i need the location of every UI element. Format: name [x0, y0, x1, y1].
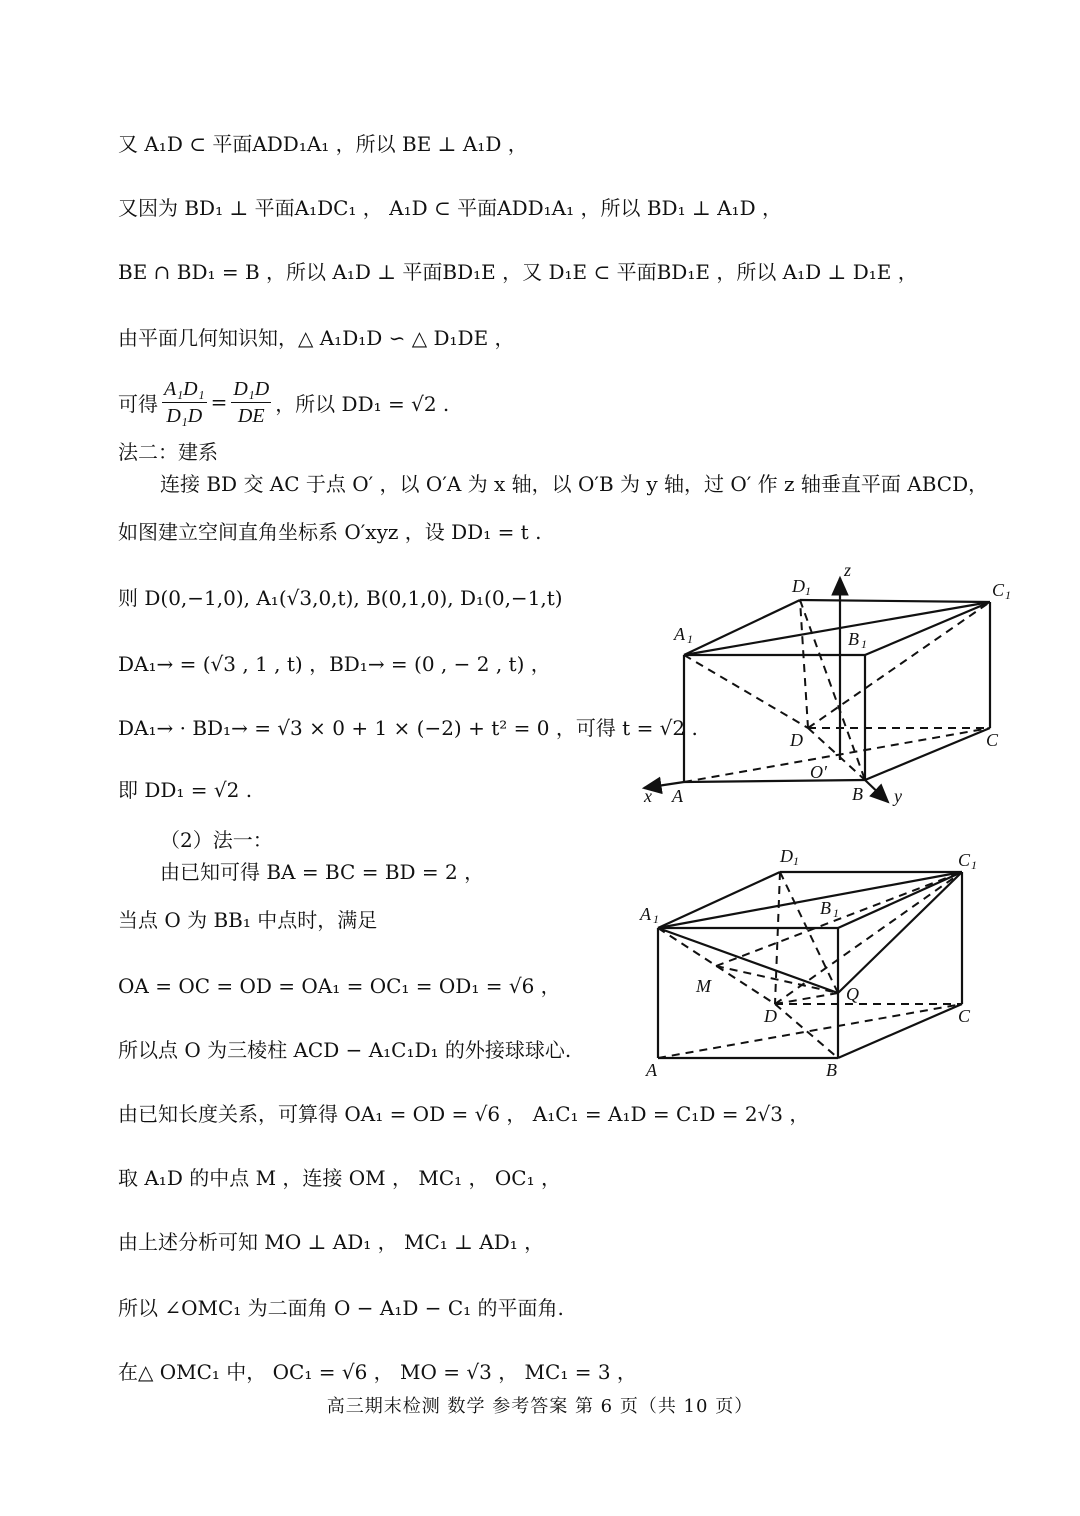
fig2-label-B1-sub: 1	[833, 906, 839, 920]
fig1-label-B1: B	[848, 629, 859, 649]
fraction-1-numerator: A₁D₁	[162, 376, 207, 403]
fraction-suffix: ，所以 DD₁ = √2 .	[275, 391, 450, 416]
fraction-equals: =	[210, 390, 228, 414]
fig1-label-B1-sub: 1	[861, 637, 867, 651]
fig1-label-D: D	[790, 730, 803, 750]
text-line-15: 当点 O 为 BB₁ 中点时，满足	[118, 908, 378, 932]
fraction-2-denominator: DE	[237, 404, 265, 427]
text-line-1: 又 A₁D ⊂ 平面ADD₁A₁ ，所以 BE ⊥ A₁D ，	[118, 132, 528, 156]
fig2-label-C: C	[958, 1006, 971, 1026]
figure-2-prism-sphere-center	[630, 840, 1010, 1080]
fig1-label-B: B	[852, 784, 863, 804]
fig2-label-A: A	[646, 1060, 657, 1080]
text-line-12: 即 DD₁ = √2 .	[118, 778, 253, 802]
text-line-17: 所以点 O 为三棱柱 ACD − A₁C₁D₁ 的外接球球心.	[118, 1038, 572, 1062]
text-line-10: DA₁→ = (√3 , 1 , t) ，BD₁→ = (0 , − 2 , t) ，	[118, 652, 551, 676]
fraction-line	[118, 372, 449, 432]
text-line-14: 由已知可得 BA = BC = BD = 2 ，	[160, 860, 485, 884]
figure-1-prism-coordinates	[630, 560, 1030, 810]
page-footer: 高三期末检测 数学 参考答案 第 6 页（共 10 页）	[326, 1396, 754, 1417]
fig1-label-D1: D	[792, 576, 805, 596]
fig1-label-y: y	[894, 786, 902, 806]
fraction-2-numerator: D₁D	[231, 376, 271, 403]
text-line-9: 则 D(0,−1,0), A₁(√3,0,t), B(0,1,0), D₁(0,−1,t)	[118, 586, 563, 610]
text-line-7: 连接 BD 交 AC 于点 O′ ，以 O′A 为 x 轴，以 O′B 为 y 轴，过 O′ 作 z 轴垂直平面 ABCD，	[160, 472, 989, 496]
fig2-label-Q: Q	[846, 984, 859, 1004]
fig1-label-A: A	[672, 786, 683, 806]
fraction-1-denominator: D₁D	[166, 404, 203, 427]
fig2-label-A1: A	[640, 904, 651, 924]
fraction-2	[231, 376, 271, 429]
text-line-18: 由已知长度关系，可算得 OA₁ = OD = √6 ， A₁C₁ = A₁D = C₁D = 2√3 ，	[118, 1102, 810, 1126]
fig2-label-B1: B	[820, 898, 831, 918]
fig2-label-B: B	[826, 1060, 837, 1080]
fig1-label-O-prime: O′	[810, 762, 827, 782]
fig2-label-M: M	[696, 976, 711, 996]
text-line-8: 如图建立空间直角坐标系 O′xyz ，设 DD₁ = t .	[118, 520, 542, 544]
fraction-prefix: 可得	[118, 391, 158, 416]
text-line-3: BE ∩ BD₁ = B ，所以 A₁D ⊥ 平面BD₁E ，又 D₁E ⊂ 平面BD₁E ，所以 A₁D ⊥ D₁E ，	[118, 260, 918, 284]
fig2-label-D1: D	[780, 846, 793, 866]
text-line-13: （2）法一：	[160, 828, 273, 852]
text-line-22: 在△ OMC₁ 中， OC₁ = √6 ， MO = √3 ， MC₁ = 3 ，	[118, 1360, 637, 1384]
fig1-label-x: x	[644, 786, 652, 806]
fig1-label-C1: C	[992, 580, 1005, 600]
text-line-2: 又因为 BD₁ ⊥ 平面A₁DC₁ ， A₁D ⊂ 平面ADD₁A₁ ，所以 BD₁ ⊥ A₁D ，	[118, 196, 782, 220]
fig2-label-C1-sub: 1	[971, 858, 977, 872]
fig1-label-D1-sub: 1	[805, 584, 811, 598]
fig1-label-A1: A	[674, 624, 685, 644]
fig1-label-C: C	[986, 730, 999, 750]
fig2-label-A1-sub: 1	[653, 912, 659, 926]
text-line-4: 由平面几何知识知，△ A₁D₁D ∽ △ D₁DE ，	[118, 326, 515, 350]
fig2-label-D1-sub: 1	[793, 854, 799, 868]
fig1-label-A1-sub: 1	[687, 632, 693, 646]
text-line-19: 取 A₁D 的中点 M ，连接 OM ， MC₁ ， OC₁ ，	[118, 1166, 561, 1190]
fig1-label-z: z	[844, 560, 852, 580]
text-line-6: 法二：建系	[118, 440, 218, 464]
fig1-label-C1-sub: 1	[1005, 588, 1011, 602]
text-line-21: 所以 ∠OMC₁ 为二面角 O − A₁D − C₁ 的平面角.	[118, 1296, 564, 1320]
fraction-1	[162, 376, 207, 429]
fig2-label-C1: C	[958, 850, 971, 870]
fig2-label-D: D	[764, 1006, 777, 1026]
text-line-11: DA₁→ · BD₁→ = √3 × 0 + 1 × (−2) + t² = 0 ，可得 t = √2 .	[118, 716, 698, 740]
text-line-16: OA = OC = OD = OA₁ = OC₁ = OD₁ = √6 ，	[118, 974, 561, 998]
text-line-20: 由上述分析可知 MO ⊥ AD₁ ， MC₁ ⊥ AD₁ ，	[118, 1230, 545, 1254]
